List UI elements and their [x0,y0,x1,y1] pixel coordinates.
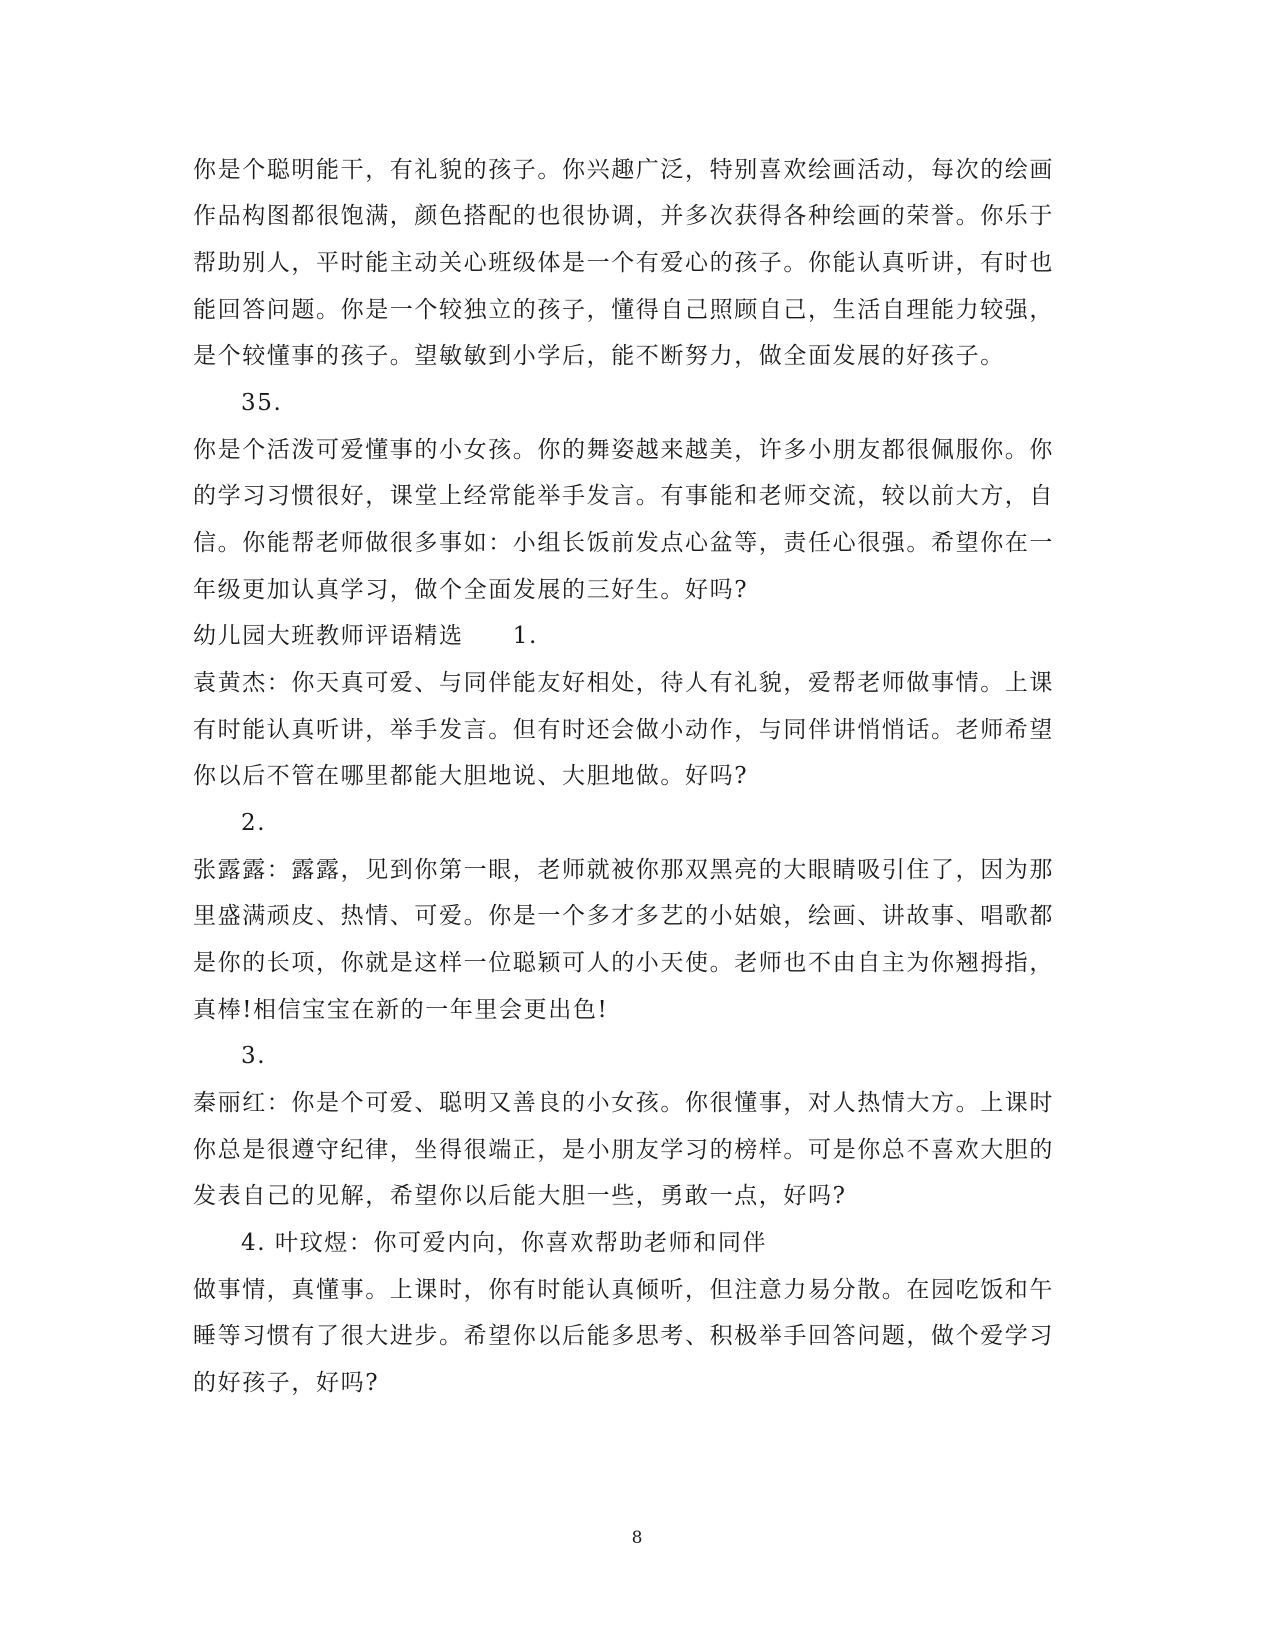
text-line: 的好孩子，好吗? [193,1370,380,1396]
text-line: 真棒!相信宝宝在新的一年里会更出色! [193,997,609,1023]
text-line: 4. 叶玟煜：你可爱内向，你喜欢帮助老师和同伴 [241,1230,768,1256]
page-number: 8 [631,1528,643,1548]
text-line: 你总是很遵守纪律，坐得很端正，是小朋友学习的榜样。可是你总不喜欢大胆的 [193,1137,1054,1163]
item-number: 3. [241,1043,267,1069]
text-line: 发表自己的见解，希望你以后能大胆一些，勇敢一点，好吗? [193,1183,847,1209]
text-line: 秦丽红：你是个可爱、聪明又善良的小女孩。你很懂事，对人热情大方。上课时 [193,1090,1054,1116]
text-line: 里盛满顽皮、热情、可爱。你是一个多才多艺的小姑娘，绘画、讲故事、唱歌都 [193,903,1054,929]
text-line: 是你的长项，你就是这样一位聪颖可人的小天使。老师也不由自主为你翘拇指， [193,950,1054,976]
text-line: 你是个聪明能干，有礼貌的孩子。你兴趣广泛，特别喜欢绘画活动，每次的绘画 [193,157,1054,183]
text-line: 信。你能帮老师做很多事如：小组长饭前发点心盆等，责任心很强。希望你在一 [193,530,1054,556]
text-line: 有时能认真听讲，举手发言。但有时还会做小动作，与同伴讲悄悄话。老师希望 [193,717,1054,743]
text-line: 袁黄杰：你天真可爱、与同伴能友好相处，待人有礼貌，爱帮老师做事情。上课 [193,670,1054,696]
section-heading: 幼儿园大班教师评语精选 1. [193,623,538,649]
text-line: 睡等习惯有了很大进步。希望你以后能多思考、积极举手回答问题，做个爱学习 [193,1323,1054,1349]
text-line: 作品构图都很饱满，颜色搭配的也很协调，并多次获得各种绘画的荣誉。你乐于 [193,203,1054,229]
item-number: 2. [241,810,267,836]
item-number: 35. [241,390,283,416]
text-line: 你是个活泼可爱懂事的小女孩。你的舞姿越来越美，许多小朋友都很佩服你。你 [193,437,1054,463]
text-line: 做事情，真懂事。上课时，你有时能认真倾听，但注意力易分散。在园吃饭和午 [193,1277,1054,1303]
text-line: 帮助别人，平时能主动关心班级体是一个有爱心的孩子。你能认真听讲，有时也 [193,250,1054,276]
text-line: 你以后不管在哪里都能大胆地说、大胆地做。好吗? [193,763,749,789]
text-line: 是个较懂事的孩子。望敏敏到小学后，能不断努力，做全面发展的好孩子。 [193,343,1005,369]
text-line: 年级更加认真学习，做个全面发展的三好生。好吗? [193,577,749,603]
text-line: 张露露：露露，见到你第一眼，老师就被你那双黑亮的大眼睛吸引住了，因为那 [193,857,1054,883]
text-line: 的学习习惯很好，课堂上经常能举手发言。有事能和老师交流，较以前大方，自 [193,483,1054,509]
text-line: 能回答问题。你是一个较独立的孩子，懂得自己照顾自己，生活自理能力较强， [193,297,1054,323]
